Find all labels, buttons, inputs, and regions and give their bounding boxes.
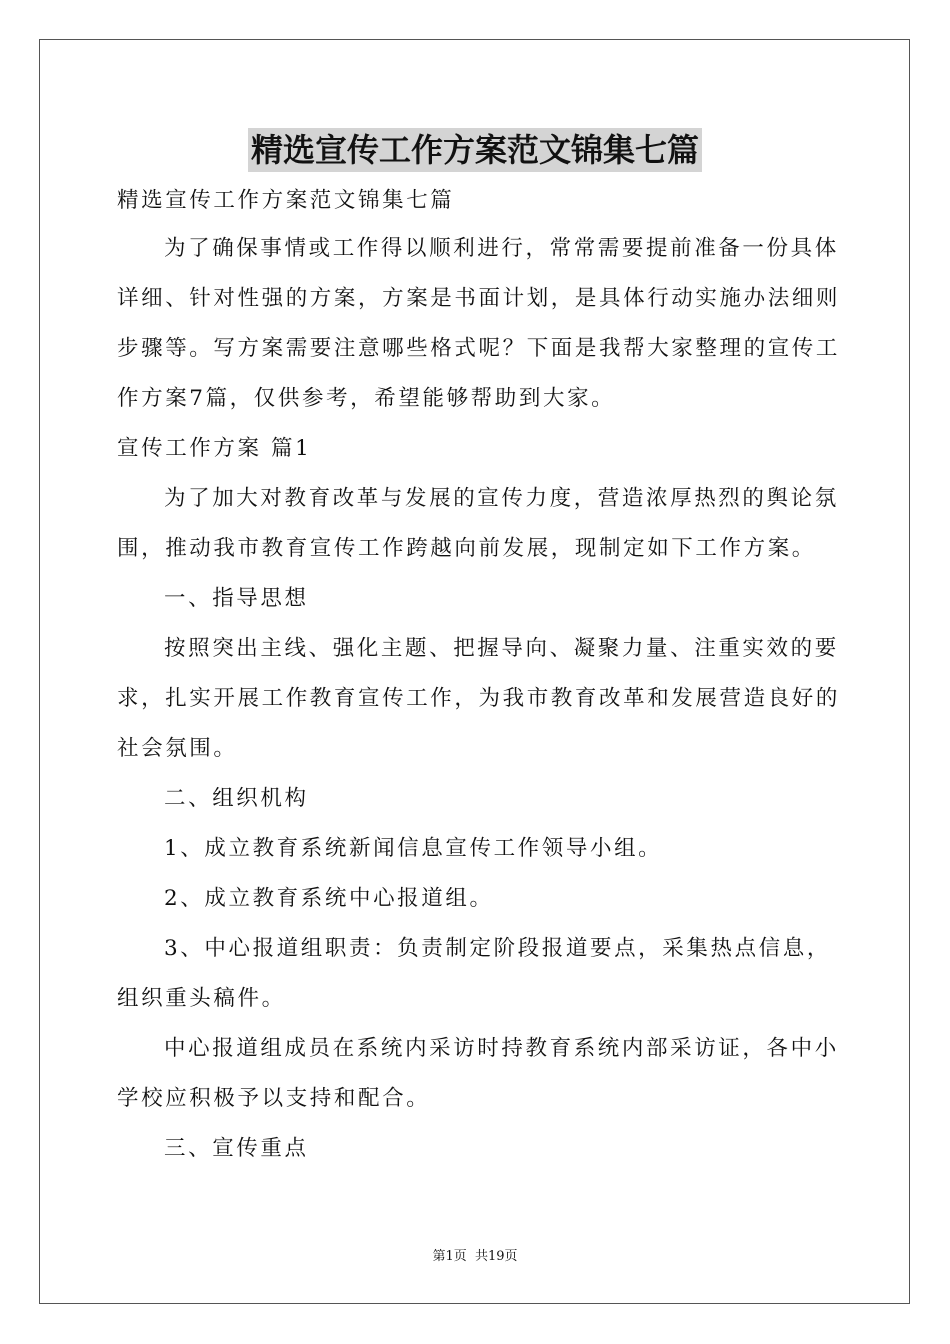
paragraph-line: 求，扎实开展工作教育宣传工作，为我市教育改革和发展营造良好的 bbox=[117, 686, 841, 711]
paragraph-line: 1、成立教育系统新闻信息宣传工作领导小组。 bbox=[164, 836, 663, 861]
paragraph-line: 中心报道组成员在系统内采访时持教育系统内部采访证，各中小 bbox=[164, 1036, 839, 1061]
page-border bbox=[39, 39, 910, 1304]
paragraph-line: 社会氛围。 bbox=[117, 736, 238, 761]
paragraph-line: 组织重头稿件。 bbox=[117, 986, 286, 1011]
section-heading: 宣传工作方案 篇1 bbox=[117, 436, 312, 461]
paragraph-line: 2、成立教育系统中心报道组。 bbox=[164, 886, 494, 911]
page-number-total: 共19页 bbox=[474, 1249, 518, 1264]
paragraph-line: 为了加大对教育改革与发展的宣传力度，营造浓厚热烈的舆论氛 bbox=[164, 486, 839, 511]
title-container bbox=[0, 128, 950, 172]
paragraph-line: 3、中心报道组职责：负责制定阶段报道要点，采集热点信息， bbox=[164, 936, 831, 961]
paragraph-line: 围，推动我市教育宣传工作跨越向前发展，现制定如下工作方案。 bbox=[117, 536, 816, 561]
paragraph-line: 学校应积极予以支持和配合。 bbox=[117, 1086, 431, 1111]
subsection-heading: 二、组织机构 bbox=[164, 786, 309, 811]
paragraph-line: 详细、针对性强的方案，方案是书面计划，是具体行动实施办法细则 bbox=[117, 286, 841, 311]
paragraph-line: 步骤等。写方案需要注意哪些格式呢？下面是我帮大家整理的宣传工 bbox=[117, 336, 841, 361]
subsection-heading: 一、指导思想 bbox=[164, 586, 309, 611]
paragraph-line: 作方案7篇，仅供参考，希望能够帮助到大家。 bbox=[117, 386, 616, 411]
document-title: 精选宣传工作方案范文锦集七篇 bbox=[248, 128, 702, 172]
page-footer bbox=[0, 1248, 950, 1266]
paragraph-line: 按照突出主线、强化主题、把握导向、凝聚力量、注重实效的要 bbox=[164, 636, 839, 661]
page-number-current: 第1页 bbox=[432, 1249, 467, 1264]
subsection-heading: 三、宣传重点 bbox=[164, 1136, 309, 1161]
document-subtitle: 精选宣传工作方案范文锦集七篇 bbox=[117, 188, 455, 213]
paragraph-line: 为了确保事情或工作得以顺利进行，常常需要提前准备一份具体 bbox=[164, 236, 839, 261]
